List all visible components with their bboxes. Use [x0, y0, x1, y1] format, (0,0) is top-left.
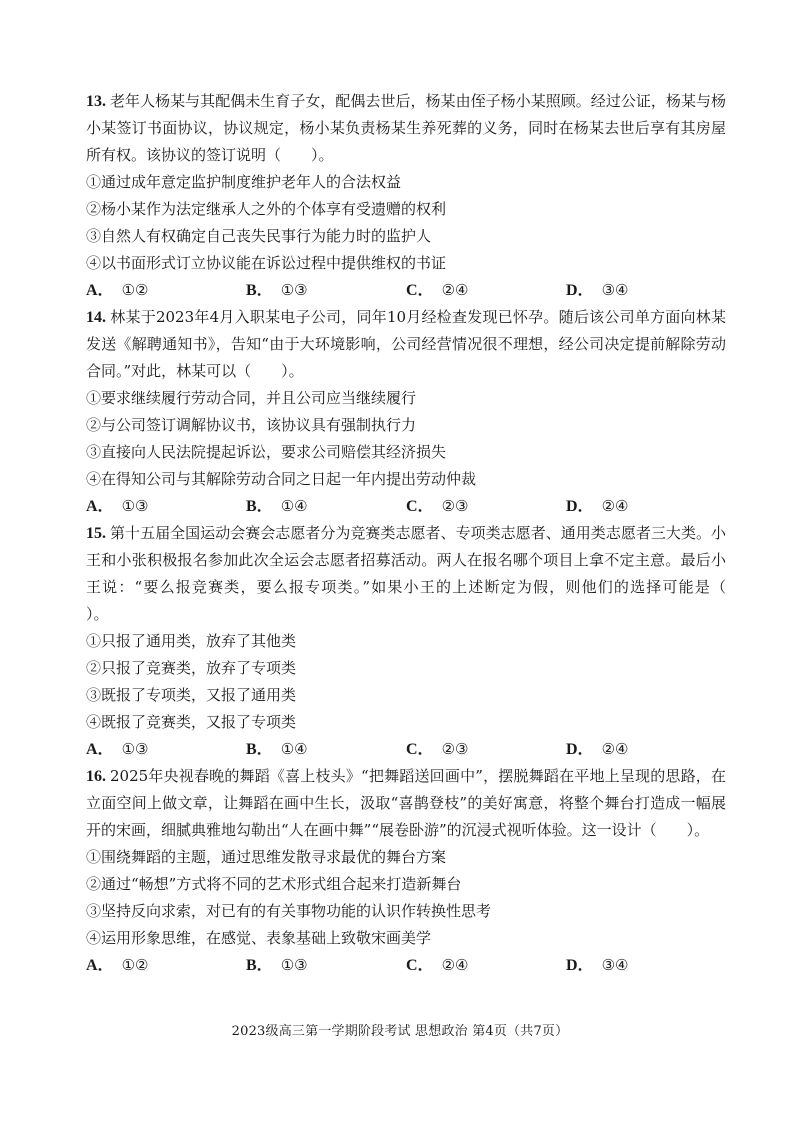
choice-letter: D．: [566, 282, 594, 299]
choice-a[interactable]: [86, 277, 246, 304]
question-text: 2025年央视春晚的舞蹈《喜上枝头》“把舞蹈送回画中”，摆脱舞蹈在平地上呈现的思路，在立面空间上做文章，让舞蹈在画中生长，汲取“喜鹊登枝”的美好寓意，将整个舞台打造成一幅展开的宋画，细腻典雅地勾勒出“人在画中舞”“展卷卧游”的沉浸式视听体验。这一设计（ ）。: [86, 767, 726, 839]
choice-text: ③④: [601, 281, 629, 299]
choice-c[interactable]: [406, 277, 566, 304]
choice-text: ①②: [121, 281, 149, 299]
choice-text: ①②: [121, 956, 149, 974]
choice-text: ①④: [280, 497, 308, 515]
choice-letter: C．: [406, 282, 434, 299]
statement-4: ④以书面形式订立协议能在诉讼过程中提供维权的书证: [86, 254, 447, 272]
choice-letter: B．: [246, 957, 273, 974]
choice-letter: C．: [406, 957, 434, 974]
question-number: 14.: [86, 309, 106, 326]
choice-a[interactable]: [86, 952, 246, 979]
statement-1: ①通过成年意定监护制度维护老年人的合法权益: [86, 173, 402, 191]
choice-letter: D．: [566, 957, 594, 974]
choice-text: ①③: [121, 497, 149, 515]
choice-text: ①④: [280, 740, 308, 758]
choice-c[interactable]: [406, 736, 566, 763]
choice-letter: B．: [246, 498, 273, 515]
question-number: 16.: [86, 768, 106, 785]
statement-4: ④运用形象思维，在感觉、表象基础上致敬宋画美学: [86, 929, 432, 947]
question-number: 13.: [86, 93, 106, 110]
question-stem: [86, 763, 726, 844]
choice-text: ②③: [441, 740, 469, 758]
statement-3: ③坚持反向求索，对已有的有关事物功能的认识作转换性思考: [86, 902, 492, 920]
question-stem: [86, 520, 757, 628]
question-number: 15.: [86, 525, 106, 542]
choice-letter: C．: [406, 498, 434, 515]
choice-text: ②③: [441, 497, 469, 515]
choice-a[interactable]: [86, 736, 246, 763]
page-footer: 2023级高三第一学期阶段考试 思想政治 第4页（共7页）: [231, 1024, 569, 1039]
question-13: [86, 88, 726, 304]
statement-1: ①要求继续履行劳动合同，并且公司应当继续履行: [86, 389, 417, 407]
choice-d[interactable]: [566, 736, 726, 763]
choice-b[interactable]: [246, 277, 406, 304]
choice-letter: D．: [566, 498, 594, 515]
statement-1: ①围绕舞蹈的主题，通过思维发散寻求最优的舞台方案: [86, 848, 447, 866]
statement-2: ②只报了竞赛类，放弃了专项类: [86, 659, 297, 677]
choice-a[interactable]: [86, 493, 246, 520]
statement-4: ④既报了竞赛类，又报了专项类: [86, 713, 297, 731]
statement-4: ④在得知公司与其解除劳动合同之日起一年内提出劳动仲裁: [86, 470, 477, 488]
choice-letter: A．: [86, 741, 114, 758]
choice-text: ②④: [441, 281, 469, 299]
choice-b[interactable]: [246, 736, 406, 763]
answer-choices: [86, 493, 726, 520]
choice-text: ①③: [280, 956, 308, 974]
choice-c[interactable]: [406, 952, 566, 979]
choice-letter: A．: [86, 282, 114, 299]
choice-letter: B．: [246, 741, 273, 758]
answer-choices: [86, 736, 726, 763]
statement-2: ②与公司签订调解协议书，该协议具有强制执行力: [86, 416, 417, 434]
question-16: [86, 763, 726, 979]
question-stem: [86, 88, 726, 169]
choice-text: ②④: [601, 740, 629, 758]
choice-letter: C．: [406, 741, 434, 758]
choice-text: ①③: [121, 740, 149, 758]
choice-text: ③④: [601, 956, 629, 974]
question-stem: [86, 304, 726, 385]
choice-d[interactable]: [566, 952, 726, 979]
choice-letter: A．: [86, 498, 114, 515]
choice-text: ②④: [441, 956, 469, 974]
choice-text: ①③: [280, 281, 308, 299]
question-14: [86, 304, 726, 520]
choice-letter: A．: [86, 957, 114, 974]
choice-text: ②④: [601, 497, 629, 515]
choice-c[interactable]: [406, 493, 566, 520]
statement-3: ③自然人有权确定自己丧失民事行为能力时的监护人: [86, 227, 432, 245]
statement-2: ②杨小某作为法定继承人之外的个体享有受遗赠的权利: [86, 200, 447, 218]
choice-d[interactable]: [566, 277, 726, 304]
choice-letter: D．: [566, 741, 594, 758]
choice-b[interactable]: [246, 493, 406, 520]
answer-choices: [86, 952, 726, 979]
choice-letter: B．: [246, 282, 273, 299]
question-list: [86, 88, 757, 979]
question-text: 第十五届全国运动会赛会志愿者分为竞赛类志愿者、专项类志愿者、通用类志愿者三大类。小王和小张积极报名参加此次全运会志愿者招募活动。两人在报名哪个项目上拿不定主意。最后小王说：“要么报竞赛类，要么报专项类。”如果小王的上述断定为假，则他们的选择可能是（ ）。: [86, 524, 757, 623]
statement-3: ③直接向人民法院提起诉讼，要求公司赔偿其经济损失: [86, 443, 447, 461]
statement-2: ②通过“畅想”方式将不同的艺术形式组合起来打造新舞台: [86, 875, 462, 893]
choice-d[interactable]: [566, 493, 726, 520]
choice-b[interactable]: [246, 952, 406, 979]
statement-1: ①只报了通用类，放弃了其他类: [86, 632, 297, 650]
question-text: 老年人杨某与其配偶未生育子女，配偶去世后，杨某由侄子杨小某照顾。经过公证，杨某与杨小某签订书面协议，协议规定，杨小某负责杨某生养死葬的义务，同时在杨某去世后享有其房屋所有权。该协议的签订说明（ ）。: [86, 92, 726, 164]
question-15: [86, 520, 757, 763]
question-text: 林某于2023年4月入职某电子公司，同年10月经检查发现已怀孕。随后该公司单方面向林某发送《解聘通知书》，告知“由于大环境影响，公司经营情况很不理想，经公司决定提前解除劳动合同。”对此，林某可以（ ）。: [86, 308, 726, 380]
answer-choices: [86, 277, 726, 304]
statement-3: ③既报了专项类，又报了通用类: [86, 686, 297, 704]
